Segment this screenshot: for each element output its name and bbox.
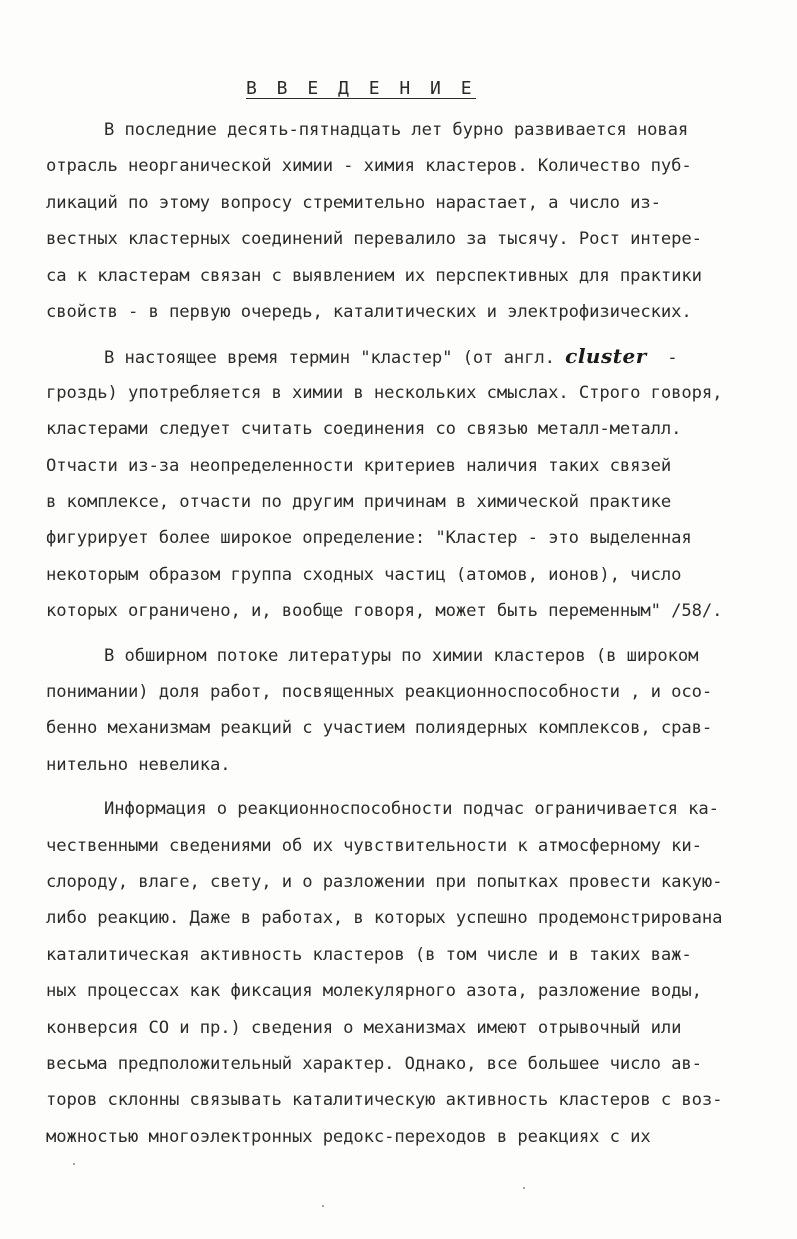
text-line — [46, 601, 722, 621]
text-line-content: весьма предположительный характер. Однако, все большее число ав- — [46, 1054, 702, 1074]
text-line-content: чественными сведениями об их чувствительности к атмосферному ки- — [46, 836, 702, 856]
text-line-content: можностью многоэлектронных редокс-переходов в реакциях с их — [46, 1127, 651, 1147]
text-line — [46, 302, 692, 322]
text-line-content: отрасль неорганической химии - химия кластеров. Количество пуб- — [46, 156, 692, 176]
text-line-content: В настоящее время термин "кластер" (от англ. — [104, 348, 555, 368]
text-line — [104, 646, 698, 666]
text-line — [46, 383, 722, 403]
text-line-content: конверсия CO и пр.) сведения о механизмах имеют отрывочный или — [46, 1018, 682, 1038]
text-line — [46, 755, 230, 775]
text-line-content: понимании) доля работ, посвященных реакционноспособности , и осо- — [46, 682, 713, 702]
text-line-content: каталитическая активность кластеров (в том числе и в таких важ- — [46, 945, 692, 965]
text-line-content: нительно невелика. — [46, 755, 231, 775]
paper-speck — [322, 1205, 324, 1207]
page-title: В В Е Д Е Н И Е — [246, 78, 477, 99]
text-line — [46, 456, 671, 476]
text-line-content: гроздь) употребляется в химии в нескольких смыслах. Строго говоря, — [46, 383, 723, 403]
text-line — [46, 718, 712, 738]
text-line — [46, 1054, 702, 1074]
text-line-content: торов склонны связывать каталитическую активность кластеров с воз- — [46, 1090, 723, 1110]
text-line — [46, 565, 681, 585]
text-line-content: некоторым образом группа сходных частиц (атомов, ионов), число — [46, 565, 682, 585]
text-line-content: В последние десять-пятнадцать лет бурно развивается новая — [104, 120, 689, 140]
handwritten-word: cluster — [565, 344, 647, 368]
text-line — [104, 346, 677, 368]
text-line-content: вестных кластерных соединений перевалило за тысячу. Рост интере- — [46, 229, 702, 249]
text-line — [46, 492, 671, 512]
text-line — [104, 799, 719, 819]
text-line — [46, 528, 692, 548]
paper-speck — [523, 1187, 525, 1189]
text-line — [46, 1090, 722, 1110]
text-line-content: ных процессах как фиксация молекулярного азота, разложение воды, — [46, 981, 702, 1001]
text-line-content: слороду, влаге, свету, и о разложении при попытках провести какую- — [46, 872, 723, 892]
text-line-content: Отчасти из-за неопределенности критериев наличия таких связей — [46, 456, 672, 476]
text-line-content: Информация о реакционноспособности подчас ограничивается ка- — [104, 799, 719, 819]
text-line-content: бенно механизмам реакций с участием полиядерных комплексов, срав- — [46, 718, 713, 738]
text-line — [46, 193, 661, 213]
text-line — [46, 266, 702, 286]
text-line-content: в комплексе, отчасти по другим причинам в химической практике — [46, 492, 672, 512]
text-line-content: которых ограничено, и, вообще говоря, может быть переменным" /58/. — [46, 601, 723, 621]
text-line-content: кластерами следует считать соединения со связью металл-металл. — [46, 419, 682, 439]
text-line — [46, 836, 702, 856]
text-line — [46, 945, 692, 965]
paper-speck — [73, 1163, 75, 1165]
text-line — [46, 981, 702, 1001]
text-line — [46, 419, 681, 439]
text-line — [46, 229, 702, 249]
text-line — [104, 120, 688, 140]
text-line — [46, 1127, 651, 1147]
text-line-content: свойств - в первую очередь, каталитических и электрофизических. — [46, 302, 692, 322]
text-line — [46, 1018, 681, 1038]
text-line-content: либо реакцию. Даже в работах, в которых успешно продемонстрирована — [46, 908, 723, 928]
text-line-content: ликаций по этому вопросу стремительно нарастает, а число из- — [46, 193, 661, 213]
text-line-tail: - — [646, 348, 678, 368]
text-line-content: В обширном потоке литературы по химии кластеров (в широком — [104, 646, 699, 666]
text-line — [46, 682, 712, 702]
text-line — [46, 156, 692, 176]
text-line — [46, 872, 722, 892]
text-line-content: фигурирует более широкое определение: "Кластер - это выделенная — [46, 528, 692, 548]
text-line-content: са к кластерам связан с выявлением их перспективных для практики — [46, 266, 702, 286]
text-line — [46, 908, 722, 928]
